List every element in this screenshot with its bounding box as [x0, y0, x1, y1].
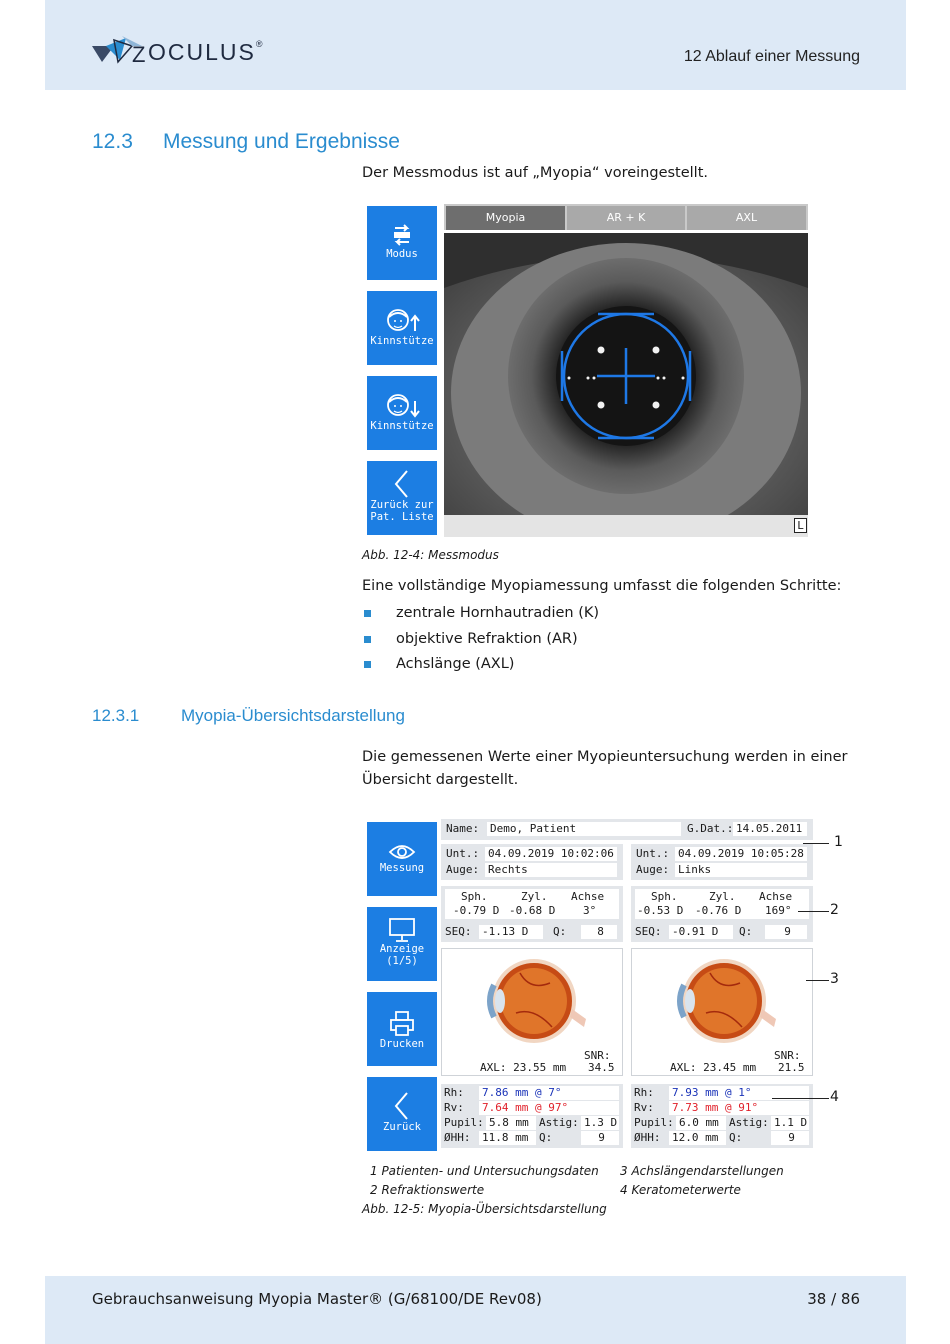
eye-icon — [388, 842, 416, 862]
pupil-label: Pupil: — [444, 1116, 484, 1129]
section-number: 12.3 — [92, 130, 133, 153]
astig-label: Astig: — [729, 1116, 769, 1129]
achse-value: 3° — [583, 904, 597, 917]
rv-value: 7.73 mm @ 91° — [669, 1101, 809, 1115]
rv-label: Rv: — [444, 1101, 464, 1114]
display-button[interactable] — [367, 907, 437, 981]
list-item: objektive Refraktion (AR) — [362, 628, 599, 654]
sph-value: -0.53 D — [637, 904, 684, 917]
steps-intro: Eine vollständige Myopiamessung umfasst die folgenden Schritte: — [362, 578, 842, 594]
achse-header: Achse — [759, 890, 793, 903]
patient-name-value: Demo, Patient — [487, 822, 681, 836]
page-number: 38 / 86 — [807, 1290, 860, 1308]
camera-status-bar — [444, 515, 808, 537]
subsection-heading — [92, 706, 405, 726]
monitor-icon — [388, 917, 416, 943]
seq-label: SEQ: — [445, 925, 472, 938]
axl-value: AXL: 23.55 mm — [480, 1061, 567, 1074]
axial-length-panel-right-eye — [441, 948, 623, 1076]
callout-1: 1 — [834, 834, 843, 850]
print-button-label: Drucken — [379, 1038, 425, 1050]
callout-3: 3 — [830, 971, 839, 987]
dob-label: G.Dat.: — [687, 822, 734, 835]
chinrest-up-label: Kinnstütze — [370, 335, 434, 347]
name-label: Name: — [446, 822, 480, 835]
tab-ar-k[interactable]: AR + K — [567, 206, 685, 230]
ohh-value: 11.8 mm — [479, 1131, 536, 1145]
steps-list — [362, 602, 599, 679]
rh-label: Rh: — [444, 1086, 464, 1099]
achse-value: 169° — [765, 904, 792, 917]
eye-camera-image — [444, 233, 808, 515]
section-intro: Der Messmodus ist auf „Myopia“ voreingestellt. — [362, 165, 709, 181]
chinrest-up-icon — [382, 307, 422, 335]
pupil-value: 6.0 mm — [676, 1116, 726, 1130]
keratometer-panel-right-eye — [441, 1084, 623, 1148]
achse-header: Achse — [571, 890, 605, 903]
q-value: 9 — [765, 925, 807, 939]
sph-header: Sph. — [651, 890, 678, 903]
measure-button[interactable] — [367, 822, 437, 896]
printer-icon — [388, 1010, 416, 1038]
exam-date-value: 04.09.2019 10:02:06 — [485, 847, 617, 861]
eyeball-illustration-icon — [472, 953, 592, 1043]
mode-button-label: Modus — [386, 248, 418, 260]
rv-label: Rv: — [634, 1101, 654, 1114]
zyl-header: Zyl. — [709, 890, 736, 903]
pupil-label: Pupil: — [634, 1116, 674, 1129]
snr-value: 34.5 — [588, 1061, 615, 1074]
exam-label: Unt.: — [636, 847, 670, 860]
astig-label: Astig: — [539, 1116, 579, 1129]
chinrest-down-button[interactable] — [367, 376, 437, 450]
mode-tabs — [444, 204, 808, 230]
keratometer-panel-left-eye — [631, 1084, 813, 1148]
mode-button[interactable] — [367, 206, 437, 280]
zyl-value: -0.76 D — [695, 904, 742, 917]
snr-label: SNR: — [584, 1049, 611, 1062]
bullet-square-icon — [364, 610, 371, 617]
eye-value: Links — [675, 863, 807, 877]
q2-value: 9 — [771, 1131, 809, 1145]
ohh-label: ØHH: — [634, 1131, 661, 1144]
callout-4: 4 — [830, 1089, 839, 1105]
exam-panel-left-eye — [631, 844, 813, 880]
legend-item: 4 Keratometerwerte — [620, 1183, 741, 1197]
callout-line — [798, 911, 829, 912]
eye-side-indicator: L — [794, 518, 807, 533]
axl-value: AXL: 23.45 mm — [670, 1061, 757, 1074]
eyeball-illustration-icon — [662, 953, 782, 1043]
tab-myopia[interactable]: Myopia — [446, 206, 565, 230]
pupil-value: 5.8 mm — [486, 1116, 536, 1130]
rh-value: 7.86 mm @ 7° — [479, 1086, 619, 1100]
tab-axl[interactable]: AXL — [687, 206, 806, 230]
ohh-value: 12.0 mm — [669, 1131, 726, 1145]
astig-value: 1.1 D — [771, 1116, 809, 1130]
print-button[interactable] — [367, 992, 437, 1066]
callout-2: 2 — [830, 902, 839, 918]
list-item: Achslänge (AXL) — [362, 653, 599, 679]
sph-value: -0.79 D — [453, 904, 500, 917]
exam-panel-right-eye — [441, 844, 623, 880]
legend-item: 3 Achslängendarstellungen — [620, 1164, 784, 1178]
mode-switch-icon — [390, 224, 414, 248]
exam-label: Unt.: — [446, 847, 480, 860]
seq-value: -1.13 D — [479, 925, 543, 939]
bullet-square-icon — [364, 661, 371, 668]
rv-value: 7.64 mm @ 97° — [479, 1101, 619, 1115]
sph-header: Sph. — [461, 890, 488, 903]
q-label: Q: — [553, 925, 567, 938]
back-button[interactable] — [367, 1077, 437, 1151]
camera-view — [444, 233, 808, 515]
subsection-text: Die gemessenen Werte einer Myopieuntersuchung werden in einer Übersicht dargestellt. — [362, 749, 848, 788]
eye-label: Auge: — [636, 863, 670, 876]
chapter-title: 12 Ablauf einer Messung — [683, 48, 860, 65]
refraction-panel-left-eye — [631, 886, 813, 942]
snr-label: SNR: — [774, 1049, 801, 1062]
rh-label: Rh: — [634, 1086, 654, 1099]
zyl-value: -0.68 D — [509, 904, 556, 917]
chevron-left-icon — [392, 469, 412, 499]
zyl-header: Zyl. — [521, 890, 548, 903]
seq-label: SEQ: — [635, 925, 662, 938]
legend-item: 2 Refraktionswerte — [370, 1183, 485, 1197]
callout-line — [772, 1098, 829, 1099]
back-to-patient-list-button[interactable] — [367, 461, 437, 535]
measure-button-label: Messung — [379, 862, 425, 874]
page-footer — [45, 1276, 906, 1344]
eye-value: Rechts — [485, 863, 617, 877]
snr-value: 21.5 — [778, 1061, 805, 1074]
ohh-label: ØHH: — [444, 1131, 471, 1144]
q-label: Q: — [739, 925, 753, 938]
legend-item: 1 Patienten- und Untersuchungsdaten — [370, 1164, 599, 1178]
bullet-square-icon — [364, 636, 371, 643]
callout-line — [806, 980, 829, 981]
q2-label: Q: — [539, 1131, 553, 1144]
list-item: zentrale Hornhautradien (K) — [362, 602, 599, 628]
callout-line — [803, 843, 829, 844]
chinrest-down-label: Kinnstütze — [370, 420, 434, 432]
refraction-panel-right-eye — [441, 886, 623, 942]
eye-label: Auge: — [446, 863, 480, 876]
section-heading — [92, 130, 400, 154]
figure-caption-1: Abb. 12-4: Messmodus — [362, 548, 499, 562]
subsection-title: Myopia-Übersichtsdarstellung — [181, 706, 405, 725]
exam-date-value: 04.09.2019 10:05:28 — [675, 847, 807, 861]
axial-length-panel-left-eye — [631, 948, 813, 1076]
brand-wordmark: OCULUS® — [148, 39, 265, 65]
chinrest-up-button[interactable] — [367, 291, 437, 365]
back-button-label: Zurück — [383, 1121, 421, 1133]
astig-value: 1.3 D — [581, 1116, 619, 1130]
chinrest-down-icon — [382, 392, 422, 420]
figure-caption-2: Abb. 12-5: Myopia-Übersichtsdarstellung — [362, 1202, 607, 1216]
dob-value: 14.05.2011 — [733, 822, 807, 836]
rh-value: 7.93 mm @ 1° — [669, 1086, 809, 1100]
q2-value: 9 — [581, 1131, 619, 1145]
chevron-left-icon — [392, 1091, 412, 1121]
document-title: Gebrauchsanweisung Myopia Master® (G/68100/DE Rev08) — [92, 1290, 542, 1308]
q-value: 8 — [581, 925, 617, 939]
seq-value: -0.91 D — [669, 925, 733, 939]
patient-data-panel — [441, 819, 813, 840]
display-button-label: Anzeige (1/5) — [379, 943, 425, 967]
back-to-patient-list-label: Zurück zur Pat. Liste — [370, 499, 434, 523]
svg-text:Z: Z — [132, 42, 146, 67]
subsection-number: 12.3.1 — [92, 706, 140, 725]
section-title: Messung und Ergebnisse — [163, 130, 400, 153]
q2-label: Q: — [729, 1131, 743, 1144]
